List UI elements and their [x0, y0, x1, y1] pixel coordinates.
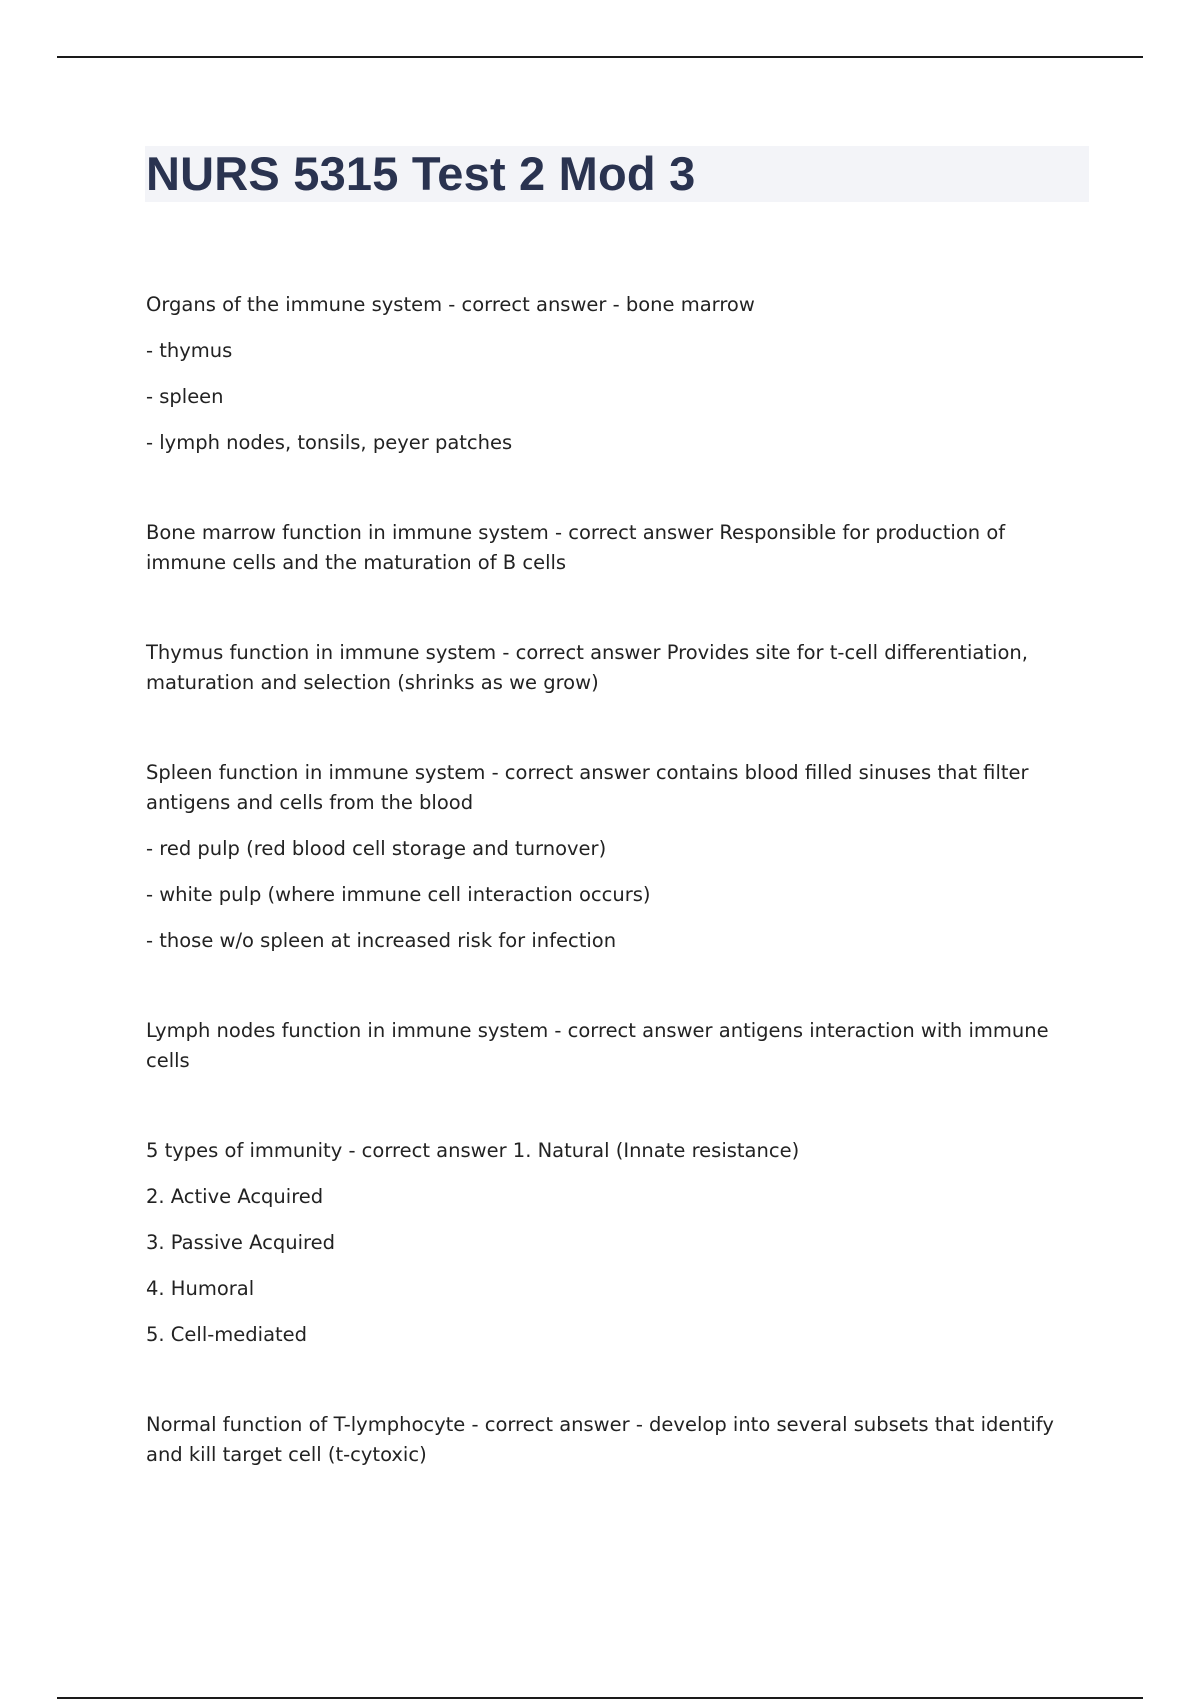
text-line: 5 types of immunity - correct answer 1. Natural (Innate resistance) [146, 1139, 800, 1162]
text-line: 3. Passive Acquired [146, 1231, 335, 1254]
text-line: - white pulp (where immune cell interaction occurs) [146, 883, 651, 906]
qa-entry-t-lymphocyte [146, 1410, 1086, 1470]
text-line: Spleen function in immune system - correct answer contains blood filled sinuses that filter antigens and cells from the blood [146, 761, 1029, 814]
qa-entry-organs [146, 290, 1086, 458]
text-line: Organs of the immune system - correct answer - bone marrow [146, 293, 755, 316]
top-rule [57, 56, 1143, 58]
text-line: - thymus [146, 339, 233, 362]
qa-entry-bone-marrow [146, 518, 1086, 578]
text-line: Lymph nodes function in immune system - correct answer antigens interaction with immune cells [146, 1019, 1049, 1072]
document-body [146, 290, 1086, 1530]
text-line: - red pulp (red blood cell storage and turnover) [146, 837, 607, 860]
qa-entry-spleen [146, 758, 1086, 956]
text-line: Bone marrow function in immune system - correct answer Responsible for production of immune cells and the maturation of B cells [146, 521, 1006, 574]
text-line: - spleen [146, 385, 224, 408]
text-line: 4. Humoral [146, 1277, 255, 1300]
text-line: Thymus function in immune system - correct answer Provides site for t-cell differentiation, maturation and selection (shrinks as we grow) [146, 641, 1028, 694]
qa-entry-immunity-types [146, 1136, 1086, 1350]
qa-entry-thymus [146, 638, 1086, 698]
bottom-rule [57, 1697, 1143, 1699]
text-line: - those w/o spleen at increased risk for infection [146, 929, 617, 952]
text-line: - lymph nodes, tonsils, peyer patches [146, 431, 513, 454]
qa-entry-lymph-nodes [146, 1016, 1086, 1076]
text-line: Normal function of T-lymphocyte - correct answer - develop into several subsets that identify and kill target cell (t-cytoxic) [146, 1413, 1054, 1466]
text-line: 5. Cell-mediated [146, 1323, 308, 1346]
page-title: NURS 5315 Test 2 Mod 3 [146, 147, 696, 200]
text-line: 2. Active Acquired [146, 1185, 324, 1208]
